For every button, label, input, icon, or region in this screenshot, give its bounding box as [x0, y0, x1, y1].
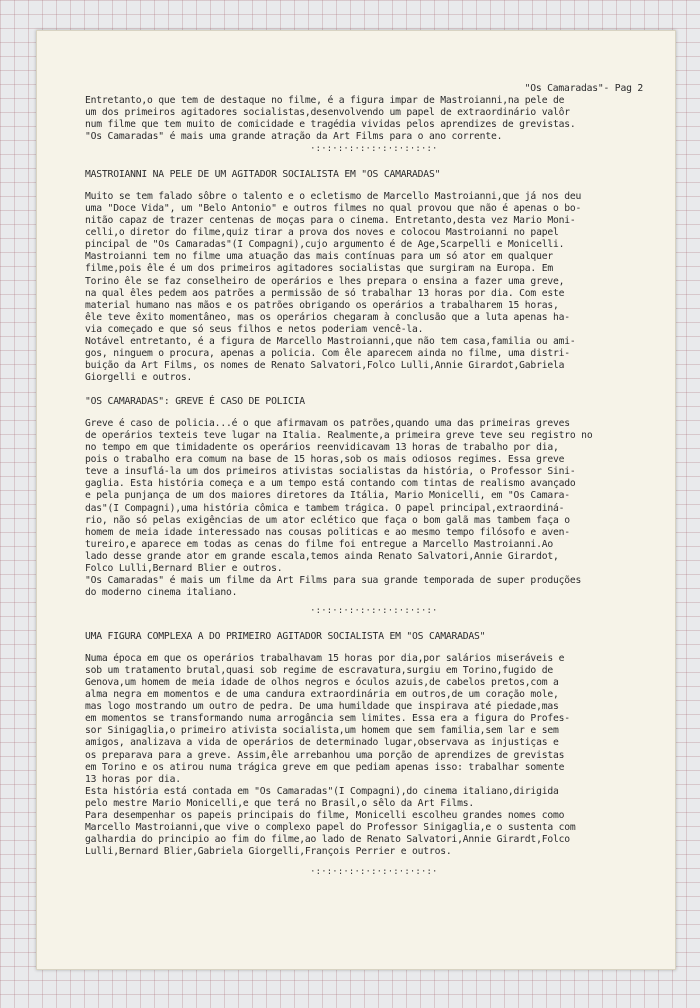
text-line: amigos, analizava a vida de operários de determinado lugar,observava as injustiças e — [85, 737, 559, 749]
text-line: mas logo mostrando um outro de pedra. De uma humildade que inspirava até piedade,mas — [85, 701, 559, 713]
text-line: "Os Camaradas" é mais uma grande atração da Art Films para o ano corrente. — [85, 131, 503, 143]
text-line: tureiro,e aparece em todas as cenas do filme foi entregue a Marcello Mastroianni.Ao — [85, 538, 553, 550]
text-line: Para desempenhar os papeis principais do filme, Monicelli escolheu grandes nomes como — [85, 810, 565, 821]
text-line: Muito se tem falado sôbre o talento e o ecletismo de Marcello Mastroianni,que já nos deu — [85, 190, 582, 202]
text-line: de operários texteis teve lugar na Italia. Realmente,a primeira greve teve seu registro no — [85, 429, 593, 441]
section-heading: "OS CAMARADAS": GREVE É CASO DE POLICIA — [85, 396, 305, 408]
text-line: uma "Doce Vida", um "Belo Antonio" e outros filmes no qual provou que não é apenas o bo- — [85, 202, 582, 214]
separator: ·:·:·:·:·:·:·:·:·:·:·:· — [310, 606, 438, 617]
text-line: teve a insuflá-la um dos primeiros ativistas socialistas da história, o Professor Sini- — [85, 466, 576, 478]
section-greve-caso-de-policia — [85, 396, 663, 599]
text-line: Folco Lulli,Bernard Blier e outros. — [85, 563, 283, 574]
text-line: das"(I Compagni),uma história cômica e tambem trágica. O papel principal,extraordiná- — [85, 502, 565, 514]
text-line: Entretanto,o que tem de destaque no filme, é a figura impar de Mastroianni,na pele de — [85, 95, 565, 106]
intro-paragraph — [85, 95, 663, 143]
section-heading: UMA FIGURA COMPLEXA A DO PRIMEIRO AGITADOR SOCIALISTA EM "OS CAMARADAS" — [85, 631, 486, 643]
text-line: Lulli,Bernard Blier,Gabriela Giorgelli,François Perrier e outros. — [85, 846, 452, 858]
text-line: via começado e que só seus filhos e netos poderiam vencê-la. — [85, 323, 424, 335]
text-line: pincipal de "Os Camaradas"(I Compagni),cujo argumento é de Age,Scarpelli e Monicelli. — [85, 239, 565, 251]
section-mastroianni-agitador — [85, 169, 663, 384]
text-line: 13 horas por dia. — [85, 773, 181, 785]
text-line: do moderno cinema italiano. — [85, 587, 238, 599]
end-separator: ·:·:·:·:·:·:·:·:·:·:·:· — [310, 867, 438, 878]
text-line: pelo mestre Mario Monicelli,e que terá no Brasil,o sêlo da Art Films. — [85, 797, 475, 809]
typewritten-document — [85, 82, 663, 892]
text-line: Marcello Mastroianni,que vive o complexo papel do Professor Sinigaglia,e o sustenta com — [85, 822, 576, 834]
text-line: galhardia do principio ao fim do filme,ao lado de Renato Salvatori,Annie Girardt,Folco — [85, 834, 570, 846]
text-line: em momentos se transformando numa arrogância sem limites. Essa era a figura do Profes- — [85, 713, 570, 725]
text-line: celli,o diretor do filme,quiz tirar a prova dos noves e colocou Mastroianni no papel — [85, 227, 559, 239]
separator: ·:·:·:·:·:·:·:·:·:·:·:· — [310, 144, 438, 155]
text-line: material humano nas mãos e os patrões obrigando os operários a trabalharem 15 horas, — [85, 299, 559, 311]
section-figura-complexa — [85, 631, 663, 858]
text-line: Notável entretanto, é a figura de Marcello Mastroianni,que não tem casa,familia ou ami- — [85, 336, 576, 347]
text-line: Giorgelli e outros. — [85, 372, 193, 384]
page-header: "Os Camaradas"- Pag 2 — [524, 83, 643, 94]
text-line: Mastroianni tem no filme uma atuação das mais contínuas para um só ator em qualquer — [85, 251, 553, 263]
text-line: sor Sinigaglia,o primeiro ativista socialista,um homem que sem familia,sem lar e sem — [85, 725, 559, 737]
text-line: gaglia. Esta história começa e a um tempo está contando com tintas de realismo avançado — [85, 478, 576, 490]
text-line: filme,pois êle é um dos primeiros agitadores socialistas que surgiram na Europa. Em — [85, 263, 553, 275]
text-line: Numa época em que os operários trabalhavam 15 horas por dia,por salários miseráveis e — [85, 652, 565, 664]
text-line: e pela punjança de um dos maiores diretores da Itália, Mario Monicelli, em "Os Camara- — [85, 490, 570, 502]
text-line: sob um tratamento brutal,quasi sob regime de escravatura,surgiu em Torino,fugido de — [85, 664, 553, 676]
text-line: êle teve êxito momentâneo, mas os operários chegaram à conclusão que a luta apenas ha- — [85, 311, 570, 323]
text-line: em Torino e os atirou numa trágica greve em que pediam apenas isso: trabalhar somente — [85, 761, 565, 773]
text-line: buição da Art Films, os nomes de Renato Salvatori,Folco Lulli,Annie Girardot,Gabriela — [85, 360, 565, 372]
text-line: Greve é caso de policia...é o que afirmavam os patrões,quando uma das primeiras greves — [85, 417, 570, 429]
text-line: Esta história está contada em "Os Camaradas"(I Compagni),do cinema italiano,dirigida — [85, 785, 559, 797]
text-line: homem de meia idade interessado nas cousas politicas e ao mesmo tempo filósofo e aven- — [85, 526, 570, 538]
text-line: os preparava para a greve. Assim,êle arrebanhou uma porção de aprendizes de grevistas — [85, 749, 565, 761]
text-line: Torino êle se faz conselheiro de operários e lhes prepara o ensina a fazer uma greve, — [85, 275, 565, 287]
text-line: alma negra em momentos e de uma candura extraordinária em outros,de um coração mole, — [85, 689, 559, 701]
text-line: no tempo em que timidadente os operários reenvidicavam 13 horas de trabalho por dia, — [85, 442, 559, 454]
text-line: num filme que tem muito de comicidade e tragédia vividas pelos aprendizes de grevistas. — [85, 119, 576, 131]
text-line: rio, não só pelas exigências de um ator eclético que faça o bom galã mas tambem faça o — [85, 514, 570, 526]
text-line: "Os Camaradas" é mais um filme da Art Films para sua grande temporada de super produções — [85, 575, 582, 587]
text-line: um dos primeiros agitadores socialistas,desenvolvendo um papel de extraordinário valôr — [85, 107, 570, 119]
text-line: pois o trabalho era comum na base de 15 horas,sob os mais odiosos regimes. Essa greve — [85, 454, 565, 466]
text-line: nitão capaz de trazer centenas de moças para o cinema. Entretanto,desta vez Mario Moni- — [85, 215, 576, 227]
text-line: na qual êles pedem aos patrões a permissão de só trabalhar 13 horas por dia. Com este — [85, 287, 565, 299]
text-line: lado desse grande ator em grande escala,temos ainda Renato Salvatori,Annie Girardot, — [85, 550, 559, 562]
text-line: gos, ninguem o procura, apenas a policia. Com êle aparecem ainda no filme, uma distri- — [85, 348, 570, 360]
section-heading: MASTROIANNI NA PELE DE UM AGITADOR SOCIALISTA EM "OS CAMARADAS" — [85, 169, 441, 181]
text-line: Genova,um homem de meia idade de olhos negros e óculos azuis,de cabelos pretos,com a — [85, 676, 559, 688]
